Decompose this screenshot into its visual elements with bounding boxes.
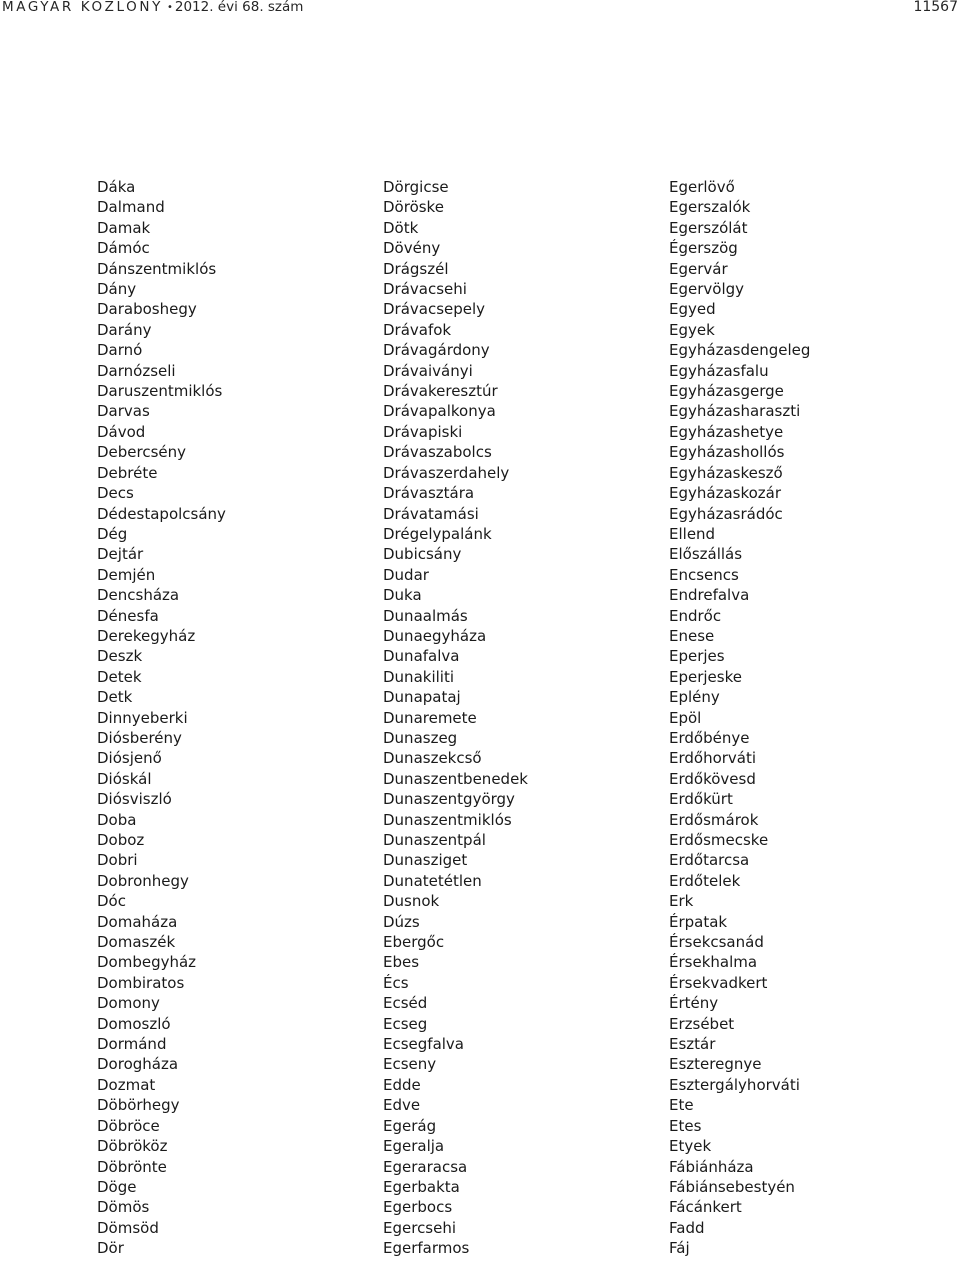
settlement-name: Erdőkövesd [669, 769, 756, 788]
settlement-name: Daruszentmiklós [97, 382, 223, 401]
settlement-name: Domony [97, 994, 160, 1013]
settlement-name: Duka [383, 586, 422, 605]
settlement-name: Fácánkert [669, 1198, 742, 1217]
settlement-name: Dinnyeberki [97, 708, 188, 727]
settlement-name: Érsekvadkert [669, 973, 768, 992]
edition-label: 2012. évi 68. szám [174, 0, 304, 15]
settlement-name: Encsencs [669, 565, 739, 584]
settlement-name: Dömös [97, 1198, 150, 1217]
journal-name: MAGYAR KÖZLÖNY [2, 0, 163, 15]
settlement-name: Eperjes [669, 647, 725, 666]
settlement-name: Erk [669, 892, 694, 911]
settlement-name: Erdőbénye [669, 728, 750, 747]
settlement-name: Dány [97, 280, 137, 299]
settlement-name: Dióskál [97, 769, 152, 788]
settlement-name: Dormánd [97, 1035, 167, 1054]
settlement-name: Deszk [97, 647, 143, 666]
settlement-name: Dunafalva [383, 647, 460, 666]
settlement-name: Esztár [669, 1035, 716, 1054]
settlement-name: Egerbakta [383, 1177, 460, 1196]
settlement-name: Egyek [669, 320, 715, 339]
settlement-name: Fábiánsebestyén [669, 1177, 795, 1196]
settlement-name: Egyházasgerge [669, 382, 784, 401]
settlement-name: Drávaszerdahely [383, 463, 510, 482]
settlement-name: Ecsegfalva [383, 1035, 464, 1054]
settlement-name: Drávacsehi [383, 280, 467, 299]
settlement-name: Előszállás [669, 545, 743, 564]
settlement-name: Diósviszló [97, 790, 172, 809]
settlement-name: Endrőc [669, 606, 722, 625]
settlement-name: Ebes [383, 953, 420, 972]
settlement-name: Dombiratos [97, 973, 185, 992]
settlement-name: Dunaszentgyörgy [383, 790, 515, 809]
settlement-name: Etes [669, 1116, 702, 1135]
settlement-name: Egervár [669, 259, 728, 278]
settlement-name: Dozmat [97, 1075, 156, 1094]
settlement-name: Erdősmecske [669, 831, 769, 849]
settlement-name: Dávod [97, 422, 146, 441]
settlement-column-2 [383, 177, 528, 1259]
settlement-name: Doba [97, 810, 137, 829]
settlement-name: Egervölgy [669, 280, 745, 299]
settlement-name: Értény [669, 994, 719, 1013]
settlement-name: Dömsöd [97, 1218, 159, 1237]
settlement-name: Erdőtarcsa [669, 851, 750, 870]
settlement-name: Dunaszeg [383, 728, 458, 747]
settlement-name: Debréte [97, 463, 158, 482]
settlement-name: Dobri [97, 851, 138, 870]
settlement-name: Dunaegyháza [383, 626, 487, 645]
settlement-name: Döbörhegy [97, 1096, 180, 1115]
settlement-name: Dusnok [383, 892, 440, 911]
settlement-name: Dóc [97, 892, 126, 911]
settlement-name: Diósberény [97, 728, 182, 747]
settlement-name: Döbrönte [97, 1157, 167, 1176]
settlement-name: Égerszög [669, 239, 738, 258]
settlement-name: Egyházaskozár [669, 484, 782, 503]
settlement-name: Dénesfa [97, 606, 159, 625]
settlement-name: Egyházashetye [669, 422, 784, 441]
settlement-name: Dorogháza [97, 1055, 179, 1074]
page-number: 11567 [913, 0, 958, 15]
settlement-name: Eperjeske [669, 667, 742, 686]
settlement-name: Dunakiliti [383, 667, 454, 686]
settlement-name: Egerfarmos [383, 1239, 470, 1258]
settlement-name: Egyházashollós [669, 443, 785, 462]
settlement-name: Écs [383, 973, 409, 992]
settlement-name: Detek [97, 667, 142, 686]
settlement-name: Eplény [669, 688, 720, 707]
settlement-name: Ebergőc [383, 933, 445, 952]
settlement-name: Egyházasfalu [669, 361, 769, 380]
settlement-name: Dörgicse [383, 178, 449, 196]
settlement-name: Darvas [97, 402, 150, 421]
settlement-name: Dánszentmiklós [97, 259, 217, 278]
settlement-name: Darány [97, 320, 152, 339]
settlement-name: Erdősmárok [669, 810, 759, 829]
settlement-name: Eszteregnye [669, 1055, 762, 1074]
settlement-name: Érpatak [669, 912, 728, 931]
settlement-name: Egyházaskesző [669, 463, 783, 482]
settlement-name: Egyed [669, 300, 716, 319]
settlement-name: Döröske [383, 198, 444, 217]
settlement-name: Döbrököz [97, 1137, 168, 1156]
settlement-name: Dunaszekcső [383, 749, 482, 768]
settlement-name: Drávasztára [383, 484, 475, 503]
settlement-name: Domaháza [97, 912, 178, 931]
settlement-name: Egyházasdengeleg [669, 341, 811, 360]
settlement-name: Edde [383, 1075, 421, 1094]
bullet-separator: • [166, 2, 173, 13]
settlement-name: Drávatamási [383, 504, 479, 523]
settlement-name: Egeraracsa [383, 1157, 468, 1176]
settlement-name: Erdőhorváti [669, 749, 757, 768]
settlement-name: Endrefalva [669, 586, 750, 605]
page-header [0, 0, 960, 18]
settlement-name: Döbröce [97, 1116, 160, 1135]
settlement-name: Dötk [383, 218, 419, 237]
settlement-name: Dunaszentbenedek [383, 769, 528, 788]
settlement-name: Esztergályhorváti [669, 1075, 800, 1094]
settlement-name: Ecséd [383, 994, 428, 1013]
settlement-name: Fábiánháza [669, 1157, 754, 1176]
settlement-name: Dejtár [97, 545, 144, 564]
settlement-name: Domaszék [97, 933, 176, 952]
settlement-name: Dalmand [97, 198, 165, 217]
settlement-name: Egerlövő [669, 178, 735, 196]
settlement-name: Dövény [383, 239, 441, 258]
running-title [2, 0, 303, 15]
settlement-name: Etyek [669, 1137, 712, 1156]
settlement-name: Dunaremete [383, 708, 477, 727]
settlement-name: Dunasziget [383, 851, 468, 870]
settlement-name: Debercsény [97, 443, 187, 462]
settlement-name: Egeralja [383, 1137, 445, 1156]
settlement-name: Egerszalók [669, 198, 751, 217]
settlement-name: Drávacsepely [383, 300, 486, 319]
settlement-name: Darnó [97, 341, 143, 360]
settlement-name: Fáj [669, 1239, 690, 1258]
settlement-name: Dunatetétlen [383, 871, 482, 890]
settlement-name: Döge [97, 1177, 137, 1196]
settlement-name: Daraboshegy [97, 300, 197, 319]
settlement-name: Drégelypalánk [383, 524, 492, 543]
settlement-name: Diósjenő [97, 749, 162, 768]
settlement-name: Dúzs [383, 912, 420, 931]
settlement-name: Edve [383, 1096, 421, 1115]
settlement-name: Drávaiványi [383, 361, 473, 380]
settlement-name: Doboz [97, 831, 145, 849]
settlement-name: Dunaszentpál [383, 831, 486, 849]
settlement-name: Drávafok [383, 320, 452, 339]
settlement-name: Derekegyház [97, 626, 196, 645]
settlement-name: Fadd [669, 1218, 705, 1237]
settlement-name: Dunaalmás [383, 606, 468, 625]
settlement-name: Egerbocs [383, 1198, 453, 1217]
settlement-name: Erzsébet [669, 1014, 735, 1033]
settlement-name: Dombegyház [97, 953, 197, 972]
settlement-name: Dédestapolcsány [97, 504, 226, 523]
settlement-name: Ellend [669, 524, 716, 543]
settlement-name: Egerszólát [669, 218, 748, 237]
settlement-name: Detk [97, 688, 133, 707]
settlement-name: Dég [97, 524, 128, 543]
settlement-name: Ete [669, 1096, 694, 1115]
settlement-name: Dör [97, 1239, 124, 1258]
settlement-name: Dudar [383, 565, 429, 584]
settlement-name: Drávaszabolcs [383, 443, 492, 462]
settlement-name: Drávakeresztúr [383, 382, 498, 401]
settlement-name: Egercsehi [383, 1218, 457, 1237]
settlement-name: Dámóc [97, 239, 150, 258]
settlement-name: Drávapiski [383, 422, 463, 441]
settlement-column-1 [97, 177, 226, 1259]
settlement-name: Ecseg [383, 1014, 428, 1033]
settlement-name: Erdőtelek [669, 871, 741, 890]
settlement-name: Érsekhalma [669, 953, 758, 972]
settlement-name: Decs [97, 484, 134, 503]
settlement-name: Enese [669, 626, 715, 645]
settlement-name: Dunapataj [383, 688, 461, 707]
settlement-name: Erdőkürt [669, 790, 733, 809]
settlement-name: Demjén [97, 565, 156, 584]
settlement-name: Érsekcsanád [669, 933, 764, 952]
settlement-name: Drágszél [383, 259, 449, 278]
settlement-name: Dencsháza [97, 586, 180, 605]
settlement-name: Egyházasrádóc [669, 504, 783, 523]
settlement-name: Dáka [97, 178, 136, 196]
settlement-column-3 [669, 177, 810, 1259]
settlement-name: Damak [97, 218, 151, 237]
settlement-name: Dobronhegy [97, 871, 189, 890]
settlement-name: Drávagárdony [383, 341, 490, 360]
settlement-name: Darnózseli [97, 361, 176, 380]
settlement-name: Drávapalkonya [383, 402, 496, 421]
settlement-name: Domoszló [97, 1014, 171, 1033]
settlement-name: Egyházasharaszti [669, 402, 801, 421]
settlement-name: Epöl [669, 708, 702, 727]
settlement-name: Dunaszentmiklós [383, 810, 512, 829]
settlement-name: Ecseny [383, 1055, 437, 1074]
settlement-name: Egerág [383, 1116, 437, 1135]
settlement-name: Dubicsány [383, 545, 462, 564]
